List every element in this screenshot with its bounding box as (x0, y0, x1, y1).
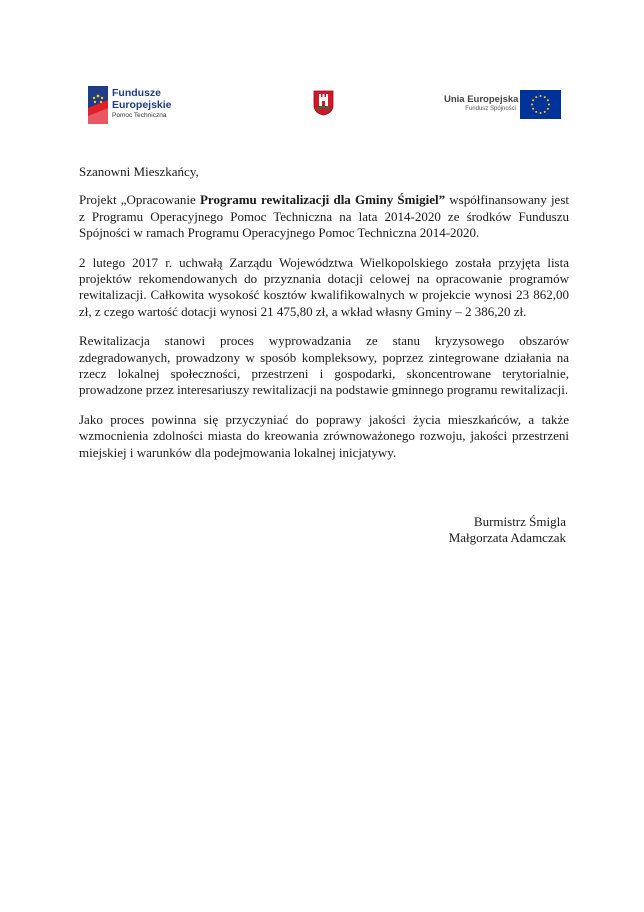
signature-block (449, 514, 566, 547)
fundusze-europejskie-flag-icon (88, 86, 108, 124)
paragraph-revitalization-definition: Rewitalizacja stanowi proces wyprowadzania ze stanu kryzysowego obszarów zdegradowanych, prowadzony w sposób kompleksowy, poprzez zintegrowane działania na rzecz lokalnej społeczności, przestrzeni i gospodarki, skoncentrowane terytorialnie, prowadzone przez interesariuszy rewitalizacji na podstawie gminnego programu rewitalizacji. (79, 333, 569, 398)
fundusze-europejskie-wordmark (112, 87, 172, 121)
logo-left-line1: Fundusze (112, 87, 161, 99)
p1-suffix: współfinansowany jest z Programu Operacyjnego Pomoc Techniczna na lata 2014-2020 ze środków Funduszu Spójności w ramach Programu Operacyjnego Pomoc Techniczna 2014-2020. (79, 192, 569, 241)
unia-europejska-wordmark (444, 94, 519, 114)
logo-right-line2: Fundusz Spójności (465, 106, 516, 112)
letter-greeting: Szanowni Mieszkańcy, (79, 164, 199, 179)
unia-europejska-logo (444, 90, 564, 120)
logo-left-line2: Europejskie (112, 99, 172, 111)
program-title: Programu rewitalizacji dla Gminy Śmigiel” (199, 192, 446, 208)
signature-name: Małgorzata Adamczak (448, 530, 566, 546)
signature-title: Burmistrz Śmigla (473, 514, 566, 529)
letter-body (79, 164, 569, 474)
logo-right-line1: Unia Europejska (444, 94, 519, 105)
eu-flag-icon (520, 90, 561, 119)
paragraph-revitalization-goals: Jako proces powinna się przyczyniać do poprawy jakości życia mieszkańców, a także wzmocnienia zdolności miasta do kreowania zrównoważonego rozwoju, jakości przestrzeni miejskiej i warunków dla podejmowania lokalnej inicjatywy. (79, 411, 569, 460)
header-logos (0, 0, 644, 140)
paragraph-funding-details: 2 lutego 2017 r. uchwałą Zarządu Województwa Wielkopolskiego została przyjęta lista projektów rekomendowanych do przyznania dotacji celowej na opracowanie programów rewitalizacji. Całkowita wysokość kosztów kwalifikowalnych w projekcie wynosi 23 862,00 zł, z czego wartość dotacji wynosi 21 475,80 zł, a wkład własny Gminy – 2 386,20 zł. (79, 254, 569, 319)
paragraph-project-info (79, 192, 569, 241)
p1-prefix: Projekt „Opracowanie (79, 192, 200, 208)
fundusze-europejskie-logo (88, 86, 198, 124)
logo-left-line3: Pomoc Techniczna (112, 112, 167, 119)
gmina-smigiel-crest-icon (313, 90, 334, 116)
